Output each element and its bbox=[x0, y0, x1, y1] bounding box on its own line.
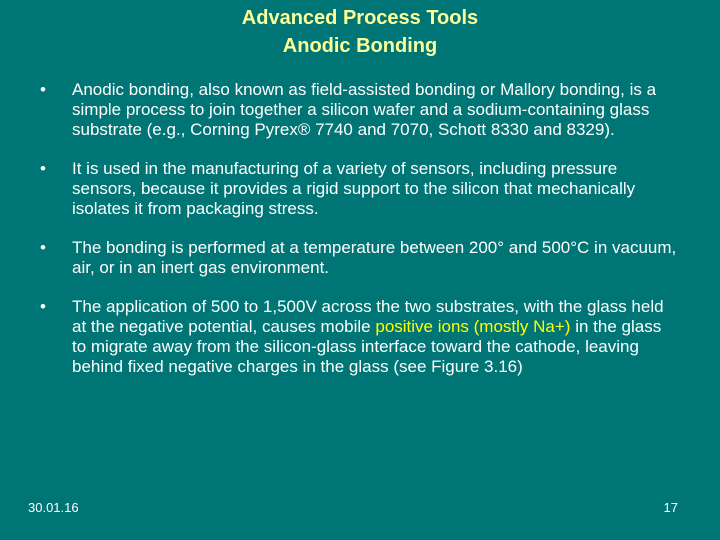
bullet-dot: • bbox=[40, 238, 46, 257]
bullet-dot: • bbox=[40, 297, 46, 316]
page-number: 17 bbox=[663, 500, 678, 515]
slide-subtitle: Anodic Bonding bbox=[282, 35, 438, 57]
slide-title: Advanced Process Tools bbox=[241, 7, 479, 29]
bullet-item bbox=[40, 238, 680, 278]
bullet-text-part: in the glass to migrate away from the silicon-glass interface toward the cathode, leaving behind fixed negative charges in the glass (see Figure 3.16) bbox=[72, 317, 662, 376]
bullet-item bbox=[40, 159, 680, 219]
bullet-text: The bonding is performed at a temperature between 200° and 500°C in vacuum, air, or in an inert gas environment. bbox=[72, 238, 677, 277]
highlighted-text: positive ions (mostly Na+) bbox=[375, 317, 571, 336]
bullet-text-part: The application of 500 to 1,500V across the two substrates, with the glass held at the negative potential, causes mobile bbox=[72, 297, 664, 336]
bullet-dot: • bbox=[40, 80, 46, 99]
bullet-text bbox=[72, 297, 664, 376]
bullet-text: It is used in the manufacturing of a variety of sensors, including pressure sensors, because it provides a rigid support to the silicon that mechanically isolates it from packaging stress. bbox=[72, 159, 636, 218]
bullet-text: Anodic bonding, also known as field-assisted bonding or Mallory bonding, is a simple process to join together a silicon wafer and a sodium-containing glass substrate (e.g., Corning Pyrex® 7740 and 7070, Schott 8330 and 8329). bbox=[72, 80, 657, 139]
bullet-dot: • bbox=[40, 159, 46, 178]
bullet-item bbox=[40, 297, 680, 377]
footer-date: 30.01.16 bbox=[28, 500, 79, 515]
bullet-item bbox=[40, 80, 680, 140]
bullet-list bbox=[40, 80, 680, 396]
